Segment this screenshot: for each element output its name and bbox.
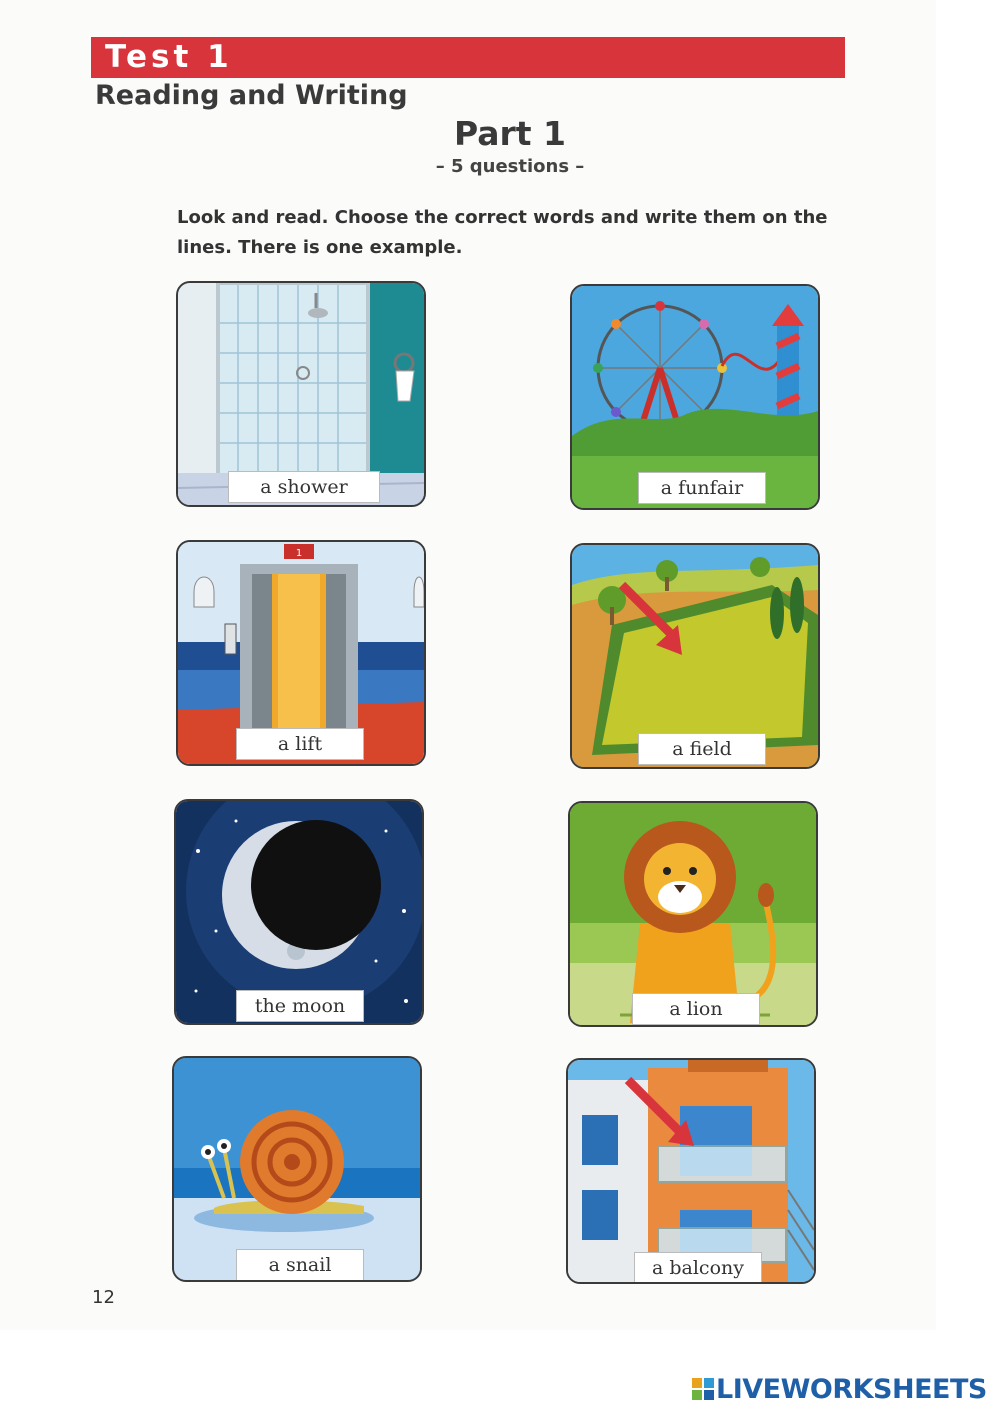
card-label: a balcony	[634, 1252, 762, 1284]
page-number: 12	[92, 1287, 115, 1308]
card-balcony	[566, 1058, 816, 1284]
balcony-icon	[568, 1060, 814, 1282]
test-title: Test 1	[105, 39, 233, 75]
card-lion	[568, 801, 818, 1027]
card-snail	[172, 1056, 422, 1282]
instructions: Look and read. Choose the correct words and write them on the lines. There is one example.	[177, 207, 828, 258]
card-label: a funfair	[638, 472, 766, 504]
card-label: a snail	[236, 1249, 364, 1281]
svg-text:1: 1	[295, 548, 303, 559]
card-lift	[176, 540, 426, 766]
brand-footer[interactable]	[692, 1374, 987, 1404]
part-title: Part 1	[453, 114, 567, 153]
liveworksheets-logo-icon	[692, 1378, 714, 1400]
card-shower	[176, 281, 426, 507]
snail-icon	[174, 1058, 420, 1280]
brand-text: LIVEWORKSHEETS	[716, 1373, 987, 1405]
card-label: a shower	[228, 471, 380, 503]
lion-icon	[570, 803, 816, 1025]
card-label: a field	[638, 733, 766, 765]
question-count: – 5 questions –	[435, 156, 585, 177]
card-moon	[174, 799, 424, 1025]
card-label: a lift	[236, 728, 364, 760]
card-label: the moon	[236, 990, 364, 1022]
card-label: a lion	[632, 993, 760, 1025]
section-title: Reading and Writing	[95, 80, 408, 111]
card-field	[570, 543, 820, 769]
test-banner	[91, 37, 845, 78]
card-funfair	[570, 284, 820, 510]
